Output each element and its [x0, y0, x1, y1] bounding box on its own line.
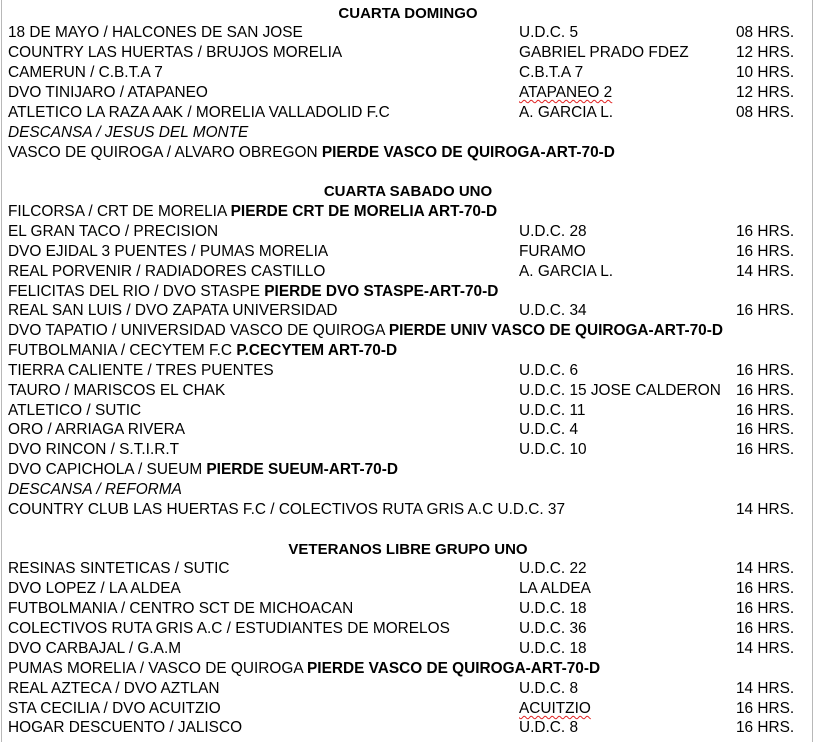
time-text: 16 HRS. — [736, 382, 795, 399]
venue-text: U.D.C. 8 — [519, 680, 579, 697]
venue-text: U.D.C. 5 — [519, 24, 579, 41]
match-text: ORO / ARRIAGA RIVERA — [8, 421, 186, 438]
time-text: 16 HRS. — [736, 600, 795, 617]
time-text: 10 HRS. — [736, 64, 795, 81]
time-text: 14 HRS. — [736, 680, 795, 697]
match-text: PUMAS MORELIA / VASCO DE QUIROGA — [8, 660, 303, 677]
venue-text: U.D.C. 34 — [519, 302, 587, 319]
venue-text: U.D.C. 4 — [519, 421, 579, 438]
time-text: 16 HRS. — [736, 243, 795, 260]
match-text: EL GRAN TACO / PRECISION — [8, 223, 219, 240]
forfeit-row — [8, 341, 397, 361]
match-text: FUTBOLMANIA / CECYTEM F.C — [8, 342, 233, 359]
match-text: REAL SAN LUIS / DVO ZAPATA UNIVERSIDAD — [8, 302, 338, 319]
time-text: 16 HRS. — [736, 719, 795, 736]
match-text: 18 DE MAYO / HALCONES DE SAN JOSE — [8, 24, 303, 41]
venue-text: U.D.C. 11 — [519, 402, 586, 419]
match-text: COUNTRY CLUB LAS HUERTAS F.C / COLECTIVOS RUTA GRIS A.C — [8, 501, 494, 518]
venue-text: ACUITZIO — [519, 700, 591, 717]
time-text: 12 HRS. — [736, 44, 795, 61]
match-text: TIERRA CALIENTE / TRES PUENTES — [8, 362, 274, 379]
match-text: REAL PORVENIR / RADIADORES CASTILLO — [8, 263, 326, 280]
forfeit-note: PIERDE SUEUM-ART-70-D — [206, 461, 398, 478]
venue-text: LA ALDEA — [519, 580, 591, 597]
match-text: DVO LOPEZ / LA ALDEA — [8, 580, 181, 597]
venue-text: U.D.C. 22 — [519, 560, 587, 577]
time-text: 16 HRS. — [736, 700, 795, 717]
time-text: 14 HRS. — [736, 640, 795, 657]
forfeit-row — [8, 460, 398, 480]
time-text: 14 HRS. — [736, 501, 795, 518]
venue-text: U.D.C. 28 — [519, 223, 587, 240]
venue-text: U.D.C. 6 — [519, 362, 579, 379]
venue-text: C.B.T.A 7 — [519, 64, 584, 81]
forfeit-row — [8, 282, 498, 302]
venue-text: FURAMO — [519, 243, 586, 260]
forfeit-row — [8, 659, 600, 679]
venue-text: U.D.C. 36 — [519, 620, 587, 637]
section-title-cuarta-sabado-uno: CUARTA SABADO UNO — [323, 183, 493, 200]
time-text: 16 HRS. — [736, 402, 795, 419]
time-text: 16 HRS. — [736, 223, 795, 240]
match-text: DVO CAPICHOLA / SUEUM — [8, 461, 203, 478]
match-text: STA CECILIA / DVO ACUITZIO — [8, 700, 221, 717]
venue-text: A. GARCIA L. — [519, 263, 614, 280]
forfeit-note: PIERDE DVO STASPE-ART-70-D — [264, 283, 499, 300]
rest-text: DESCANSA / JESUS DEL MONTE — [8, 124, 249, 141]
rest-text: DESCANSA / REFORMA — [8, 481, 182, 498]
match-text: FILCORSA / CRT DE MORELIA — [8, 203, 227, 220]
time-text: 16 HRS. — [736, 302, 795, 319]
section-title-veteranos-libre-grupo-uno: VETERANOS LIBRE GRUPO UNO — [288, 541, 528, 558]
forfeit-row — [8, 321, 723, 341]
forfeit-row — [8, 202, 497, 222]
venue-text: U.D.C. 18 — [519, 640, 587, 657]
venue-text: U.D.C. 10 — [519, 441, 587, 458]
match-text: ATLETICO LA RAZA AAK / MORELIA VALLADOLID F.C — [8, 104, 390, 121]
match-text: DVO EJIDAL 3 PUENTES / PUMAS MORELIA — [8, 243, 329, 260]
venue-text: U.D.C. 15 JOSE CALDERON — [519, 382, 721, 399]
section-title-cuarta-domingo: CUARTA DOMINGO — [338, 5, 478, 22]
time-text: 08 HRS. — [736, 24, 795, 41]
match-text: DVO RINCON / S.T.I.R.T — [8, 441, 180, 458]
time-text: 16 HRS. — [736, 620, 795, 637]
time-text: 12 HRS. — [736, 84, 795, 101]
match-text: DVO CARBAJAL / G.A.M — [8, 640, 182, 657]
time-text: 16 HRS. — [736, 441, 795, 458]
match-text: TAURO / MARISCOS EL CHAK — [8, 382, 226, 399]
forfeit-note: P.CECYTEM ART-70-D — [236, 342, 398, 359]
match-text: ATLETICO / SUTIC — [8, 402, 142, 419]
match-text: VASCO DE QUIROGA / ALVARO OBREGON — [8, 144, 318, 161]
match-text: FUTBOLMANIA / CENTRO SCT DE MICHOACAN — [8, 600, 354, 617]
venue-text: U.D.C. 37 — [497, 501, 566, 518]
table-row — [8, 500, 795, 520]
forfeit-note: PIERDE VASCO DE QUIROGA-ART-70-D — [321, 144, 615, 161]
forfeit-note: PIERDE CRT DE MORELIA ART-70-D — [230, 203, 498, 220]
forfeit-note: PIERDE VASCO DE QUIROGA-ART-70-D — [307, 660, 601, 677]
time-text: 14 HRS. — [736, 560, 795, 577]
match-text: COLECTIVOS RUTA GRIS A.C / ESTUDIANTES DE MORELOS — [8, 620, 450, 637]
match-text: REAL AZTECA / DVO AZTLAN — [8, 680, 220, 697]
match-text: RESINAS SINTETICAS / SUTIC — [8, 560, 230, 577]
match-text: DVO TAPATIO / UNIVERSIDAD VASCO DE QUIROGA — [8, 322, 385, 339]
match-text: DVO TINIJARO / ATAPANEO — [8, 84, 208, 101]
venue-text: ATAPANEO 2 — [519, 84, 613, 101]
time-text: 16 HRS. — [736, 362, 795, 379]
match-text: FELICITAS DEL RIO / DVO STASPE — [8, 283, 261, 300]
venue-text: U.D.C. 8 — [519, 719, 579, 736]
match-text: CAMERUN / C.B.T.A 7 — [8, 64, 163, 81]
match-text: COUNTRY LAS HUERTAS / BRUJOS MORELIA — [8, 44, 343, 61]
match-text: HOGAR DESCUENTO / JALISCO — [8, 719, 243, 736]
time-text: 16 HRS. — [736, 421, 795, 438]
forfeit-row — [8, 143, 615, 163]
time-text: 16 HRS. — [736, 580, 795, 597]
venue-text: U.D.C. 18 — [519, 600, 587, 617]
venue-text: GABRIEL PRADO FDEZ — [519, 44, 689, 61]
time-text: 14 HRS. — [736, 263, 795, 280]
venue-text: A. GARCIA L. — [519, 104, 614, 121]
time-text: 08 HRS. — [736, 104, 795, 121]
forfeit-note: PIERDE UNIV VASCO DE QUIROGA-ART-70-D — [388, 322, 723, 339]
